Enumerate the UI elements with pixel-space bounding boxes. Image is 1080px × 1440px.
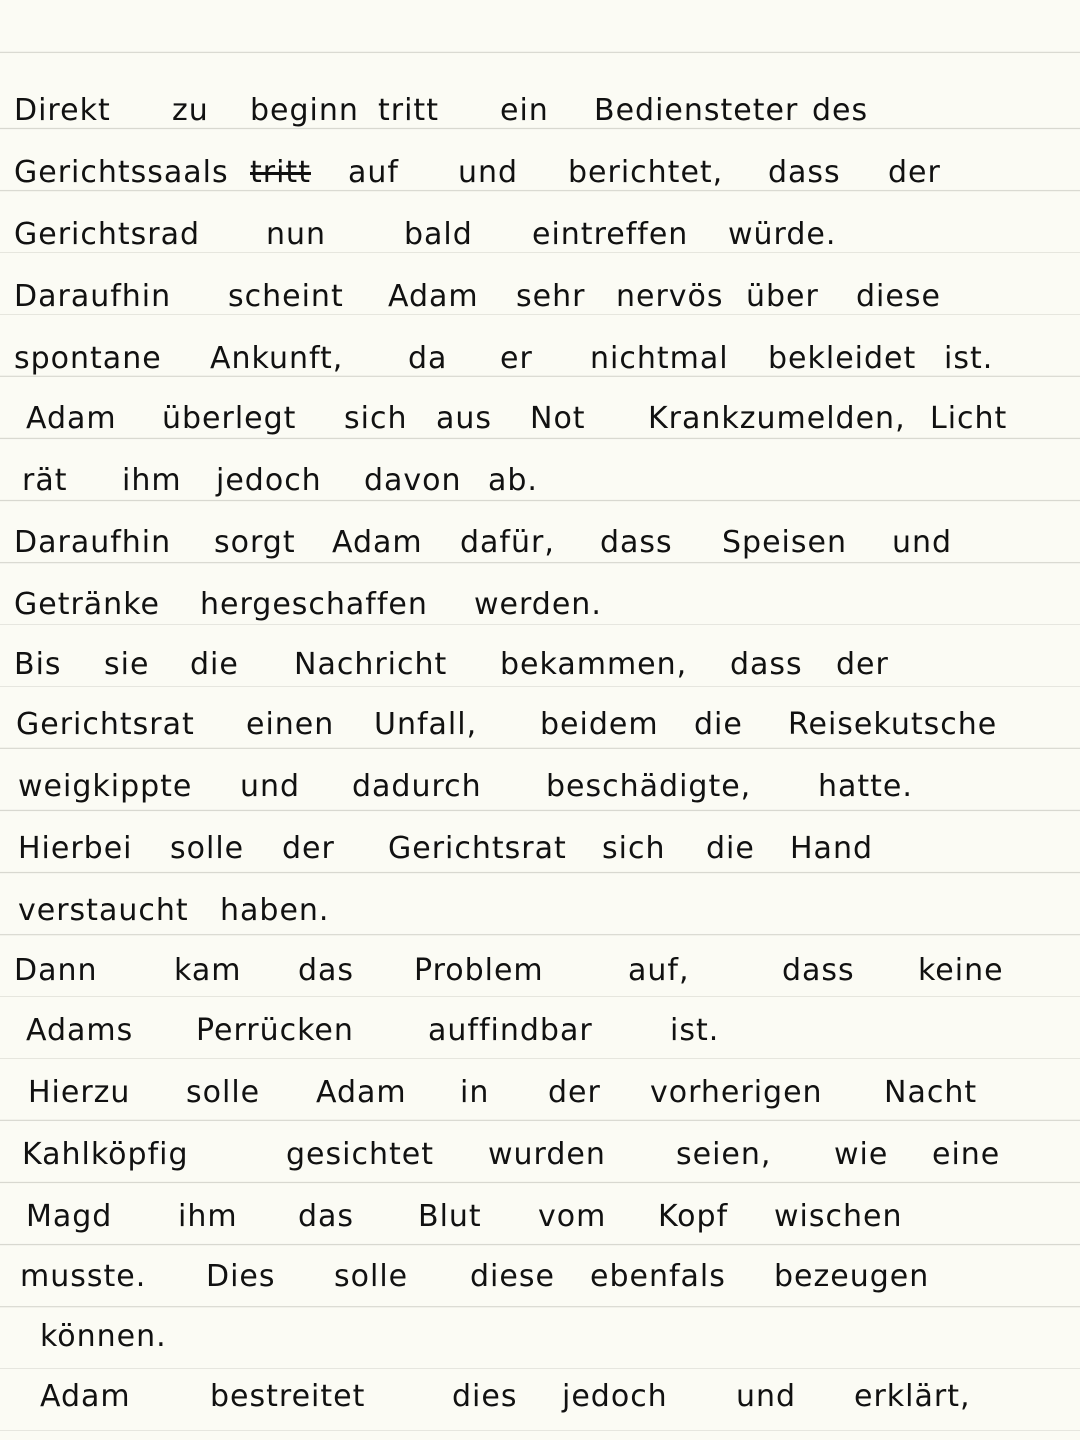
word: wie: [834, 1137, 889, 1172]
word: kam: [174, 953, 242, 988]
text-line: [0, 80, 1080, 142]
word: zu: [172, 93, 209, 128]
word: Reisekutsche: [788, 707, 998, 742]
word: weigkippte: [18, 769, 193, 804]
text-line: [0, 388, 1080, 450]
word: Blut: [418, 1199, 482, 1234]
word: vorherigen: [650, 1075, 823, 1110]
word: ist.: [944, 341, 994, 376]
text-line: [0, 1246, 1080, 1308]
word: rät: [22, 463, 68, 498]
text-line: [0, 1000, 1080, 1062]
word: Adam: [332, 525, 423, 560]
word: Dies: [206, 1259, 276, 1294]
word: überlegt: [162, 401, 297, 436]
text-line: [0, 1306, 1080, 1368]
word: das: [298, 953, 355, 988]
word: dass: [768, 155, 841, 190]
word: er: [500, 341, 533, 376]
word: Adam: [388, 279, 479, 314]
word: Gerichtsrat: [16, 707, 195, 742]
word: Ankunft,: [210, 341, 344, 376]
word: und: [240, 769, 301, 804]
word: eine: [932, 1137, 1001, 1172]
word: Dann: [14, 953, 98, 988]
text-line: [0, 142, 1080, 204]
struck-word: tritt: [250, 155, 311, 190]
word: seien,: [676, 1137, 772, 1172]
word: auf: [348, 155, 399, 190]
word: bezeugen: [774, 1259, 930, 1294]
word: Krankzumelden,: [648, 401, 906, 436]
word: dass: [782, 953, 855, 988]
word: jedoch: [216, 463, 322, 498]
word: Nacht: [884, 1075, 978, 1110]
word: über: [746, 279, 819, 314]
word: da: [408, 341, 448, 376]
word: Nachricht: [294, 647, 448, 682]
word: hergeschaffen: [200, 587, 428, 622]
word: aus: [436, 401, 493, 436]
text-line: [0, 818, 1080, 880]
word: Adam: [316, 1075, 407, 1110]
text-line: [0, 1186, 1080, 1248]
word: beidem: [540, 707, 659, 742]
text-line: [0, 694, 1080, 756]
word: können.: [40, 1319, 167, 1354]
word: sich: [344, 401, 408, 436]
word: Gerichtsrat: [388, 831, 567, 866]
word: Kahlköpfig: [22, 1137, 189, 1172]
word: das: [298, 1199, 355, 1234]
word: Hand: [790, 831, 873, 866]
word: verstaucht: [18, 893, 189, 928]
word: Direkt: [14, 93, 111, 128]
word: einen: [246, 707, 335, 742]
word: der: [836, 647, 889, 682]
word: solle: [186, 1075, 261, 1110]
word: in: [460, 1075, 490, 1110]
word: Speisen: [722, 525, 847, 560]
word: bald: [404, 217, 473, 252]
word: und: [458, 155, 519, 190]
word: der: [548, 1075, 601, 1110]
word: sich: [602, 831, 666, 866]
word: Getränke: [14, 587, 160, 622]
word: wurden: [488, 1137, 606, 1172]
word: davon: [364, 463, 462, 498]
word: der: [282, 831, 335, 866]
word: sie: [104, 647, 150, 682]
word: auffindbar: [428, 1013, 593, 1048]
word: Gerichtssaals: [14, 155, 229, 190]
text-line: [0, 634, 1080, 696]
word: vom: [538, 1199, 607, 1234]
word: Adams: [26, 1013, 134, 1048]
word: Unfall,: [374, 707, 478, 742]
word: ebenfals: [590, 1259, 726, 1294]
word: Daraufhin: [14, 525, 172, 560]
word: dadurch: [352, 769, 482, 804]
word: dass: [600, 525, 673, 560]
text-line: [0, 1124, 1080, 1186]
text-line: [0, 204, 1080, 266]
word: Daraufhin: [14, 279, 172, 314]
word: spontane: [14, 341, 162, 376]
word: der: [888, 155, 941, 190]
word: auf,: [628, 953, 690, 988]
word: bekleidet: [768, 341, 917, 376]
word: Licht: [930, 401, 1008, 436]
word: Perrücken: [196, 1013, 354, 1048]
word: ihm: [122, 463, 182, 498]
word: dies: [452, 1379, 518, 1414]
text-line: [0, 940, 1080, 1002]
word: Magd: [26, 1199, 113, 1234]
text-line: [0, 450, 1080, 512]
text-line: [0, 880, 1080, 942]
word: beschädigte,: [546, 769, 752, 804]
word: bekammen,: [500, 647, 688, 682]
word: scheint: [228, 279, 344, 314]
word: ein: [500, 93, 549, 128]
word: ist.: [670, 1013, 720, 1048]
word: Gerichtsrad: [14, 217, 201, 252]
word: wischen: [774, 1199, 903, 1234]
word: haben.: [220, 893, 330, 928]
word: eintreffen: [532, 217, 689, 252]
word: Problem: [414, 953, 544, 988]
text-line: [0, 756, 1080, 818]
text-line: [0, 1366, 1080, 1428]
word: die: [694, 707, 743, 742]
word: gesichtet: [286, 1137, 434, 1172]
word: die: [190, 647, 239, 682]
word: dass: [730, 647, 803, 682]
word: dafür,: [460, 525, 555, 560]
word: diese: [470, 1259, 555, 1294]
word: Kopf: [658, 1199, 729, 1234]
text-line: [0, 328, 1080, 390]
word: Not: [530, 401, 586, 436]
word: nichtmal: [590, 341, 729, 376]
word: Bis: [14, 647, 62, 682]
word: die: [706, 831, 755, 866]
word: diese: [856, 279, 941, 314]
word: erklärt,: [854, 1379, 971, 1414]
word: ab.: [488, 463, 538, 498]
word: solle: [170, 831, 245, 866]
word: nervös: [616, 279, 724, 314]
word: des: [812, 93, 869, 128]
word: sorgt: [214, 525, 296, 560]
word: Hierbei: [18, 831, 133, 866]
text-line: [0, 512, 1080, 574]
word: berichtet,: [568, 155, 724, 190]
word: Bediensteter: [594, 93, 799, 128]
text-line: [0, 574, 1080, 636]
word: würde.: [728, 217, 837, 252]
word: hatte.: [818, 769, 913, 804]
word: tritt: [378, 93, 439, 128]
word: und: [892, 525, 953, 560]
word: solle: [334, 1259, 409, 1294]
text-line: [0, 266, 1080, 328]
word: musste.: [20, 1259, 147, 1294]
word: sehr: [516, 279, 586, 314]
word: und: [736, 1379, 797, 1414]
word: Hierzu: [28, 1075, 131, 1110]
word: Adam: [26, 401, 117, 436]
word: bestreitet: [210, 1379, 366, 1414]
word: Adam: [40, 1379, 131, 1414]
word: werden.: [474, 587, 602, 622]
text-line: [0, 1062, 1080, 1124]
word: keine: [918, 953, 1004, 988]
word: nun: [266, 217, 327, 252]
word: jedoch: [562, 1379, 668, 1414]
word: ihm: [178, 1199, 238, 1234]
word: beginn: [250, 93, 359, 128]
